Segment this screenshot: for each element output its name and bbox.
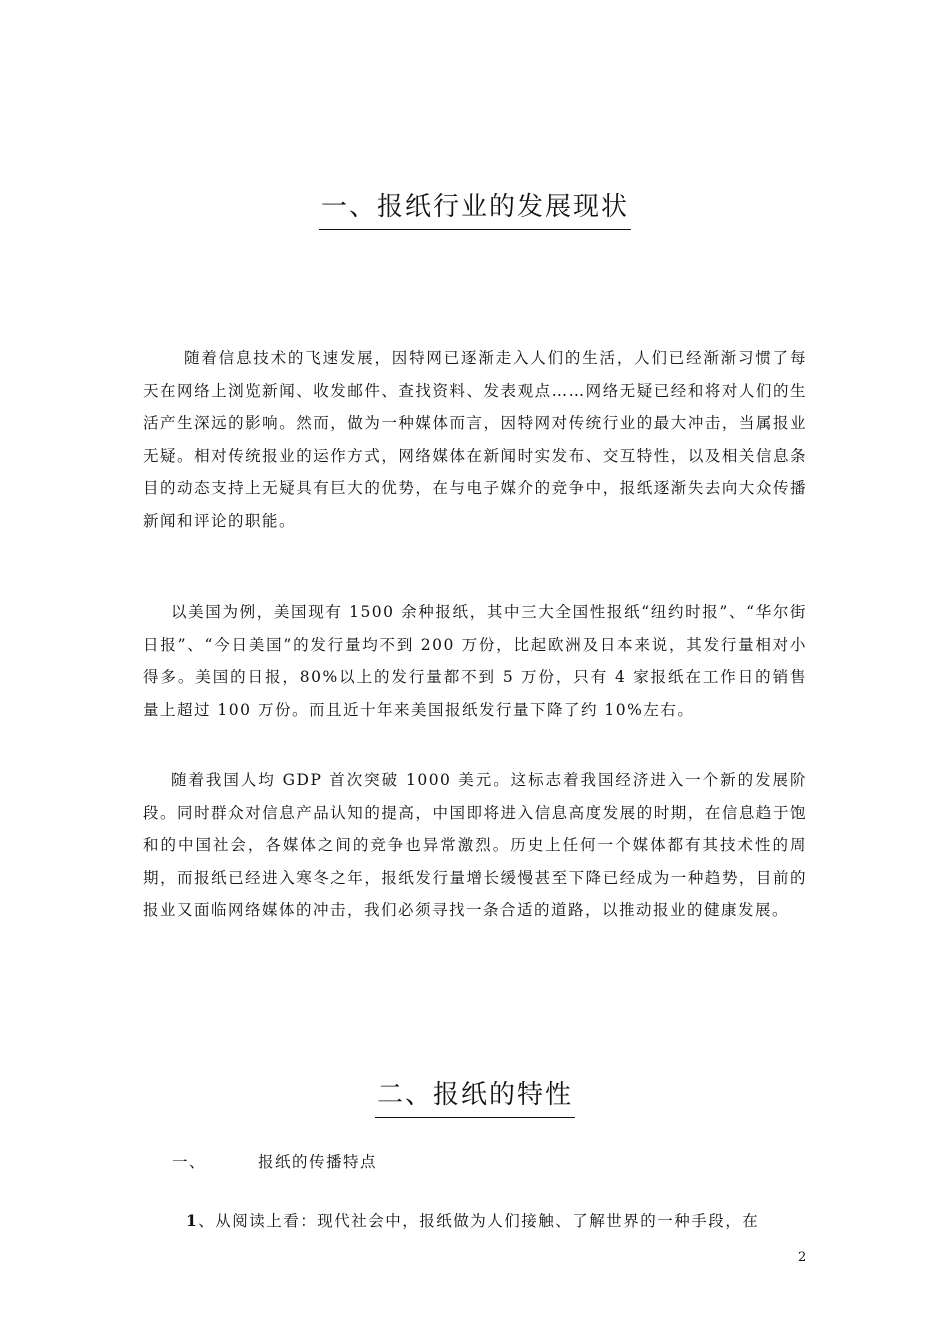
paragraph-2: 以美国为例，美国现有 1500 余种报纸，其中三大全国性报纸“纽约时报”、“华尔街日报”、“今日美国”的发行量均不到 200 万份，比起欧洲及日本来说，其发行量相对小得多。美国的日报，80%以上的发行量都不到 5 万份，只有 4 家报纸在工作日的销售量上超过 100 万份。而且近十年来美国报纸发行量下降了约 10%左右。 <box>143 603 807 719</box>
paragraph-1: 随着信息技术的飞速发展，因特网已逐渐走入人们的生活，人们已经渐渐习惯了每天在网络上浏览新闻、收发邮件、查找资料、发表观点……网络无疑已经和将对人们的生活产生深远的影响。然而，做为一种媒体而言，因特网对传统行业的最大冲击，当属报业无疑。相对传统报业的运作方式，网络媒体在新闻时实发布、交互特性，以及相关信息条目的动态支持上无疑具有巨大的优势，在与电子媒介的竞争中，报纸逐渐失去向大众传播新闻和评论的职能。 <box>143 349 807 530</box>
page-number: 2 <box>798 1250 807 1265</box>
section-heading-1 <box>0 186 950 230</box>
list-item-1-number: 1 <box>186 1211 199 1230</box>
paragraph-3: 随着我国人均 GDP 首次突破 1000 美元。这标志着我国经济进入一个新的发展阶段。同时群众对信息产品认知的提高，中国即将进入信息高度发展的时期，在信息趋于饱和的中国社会，各媒体之间的竞争也异常激烈。历史上任何一个媒体都有其技术性的周期，而报纸已经进入寒冬之年，报纸发行量增长缓慢甚至下降已经成为一种趋势，目前的报业又面临网络媒体的冲击，我们必须寻找一条合适的道路，以推动报业的健康发展。 <box>143 771 807 919</box>
subsection-number: 一、 <box>172 1153 207 1171</box>
list-item-1 <box>186 1205 807 1237</box>
section-heading-2 <box>0 1074 950 1118</box>
section-heading-2-text: 二、报纸的特性 <box>375 1074 575 1118</box>
section-heading-1-text: 一、报纸行业的发展现状 <box>319 186 631 230</box>
subsection-title: 报纸的传播特点 <box>258 1153 378 1171</box>
subsection-heading <box>172 1150 377 1172</box>
list-item-1-text: 、从阅读上看：现代社会中，报纸做为人们接触、了解世界的一种手段，在 <box>198 1212 760 1230</box>
